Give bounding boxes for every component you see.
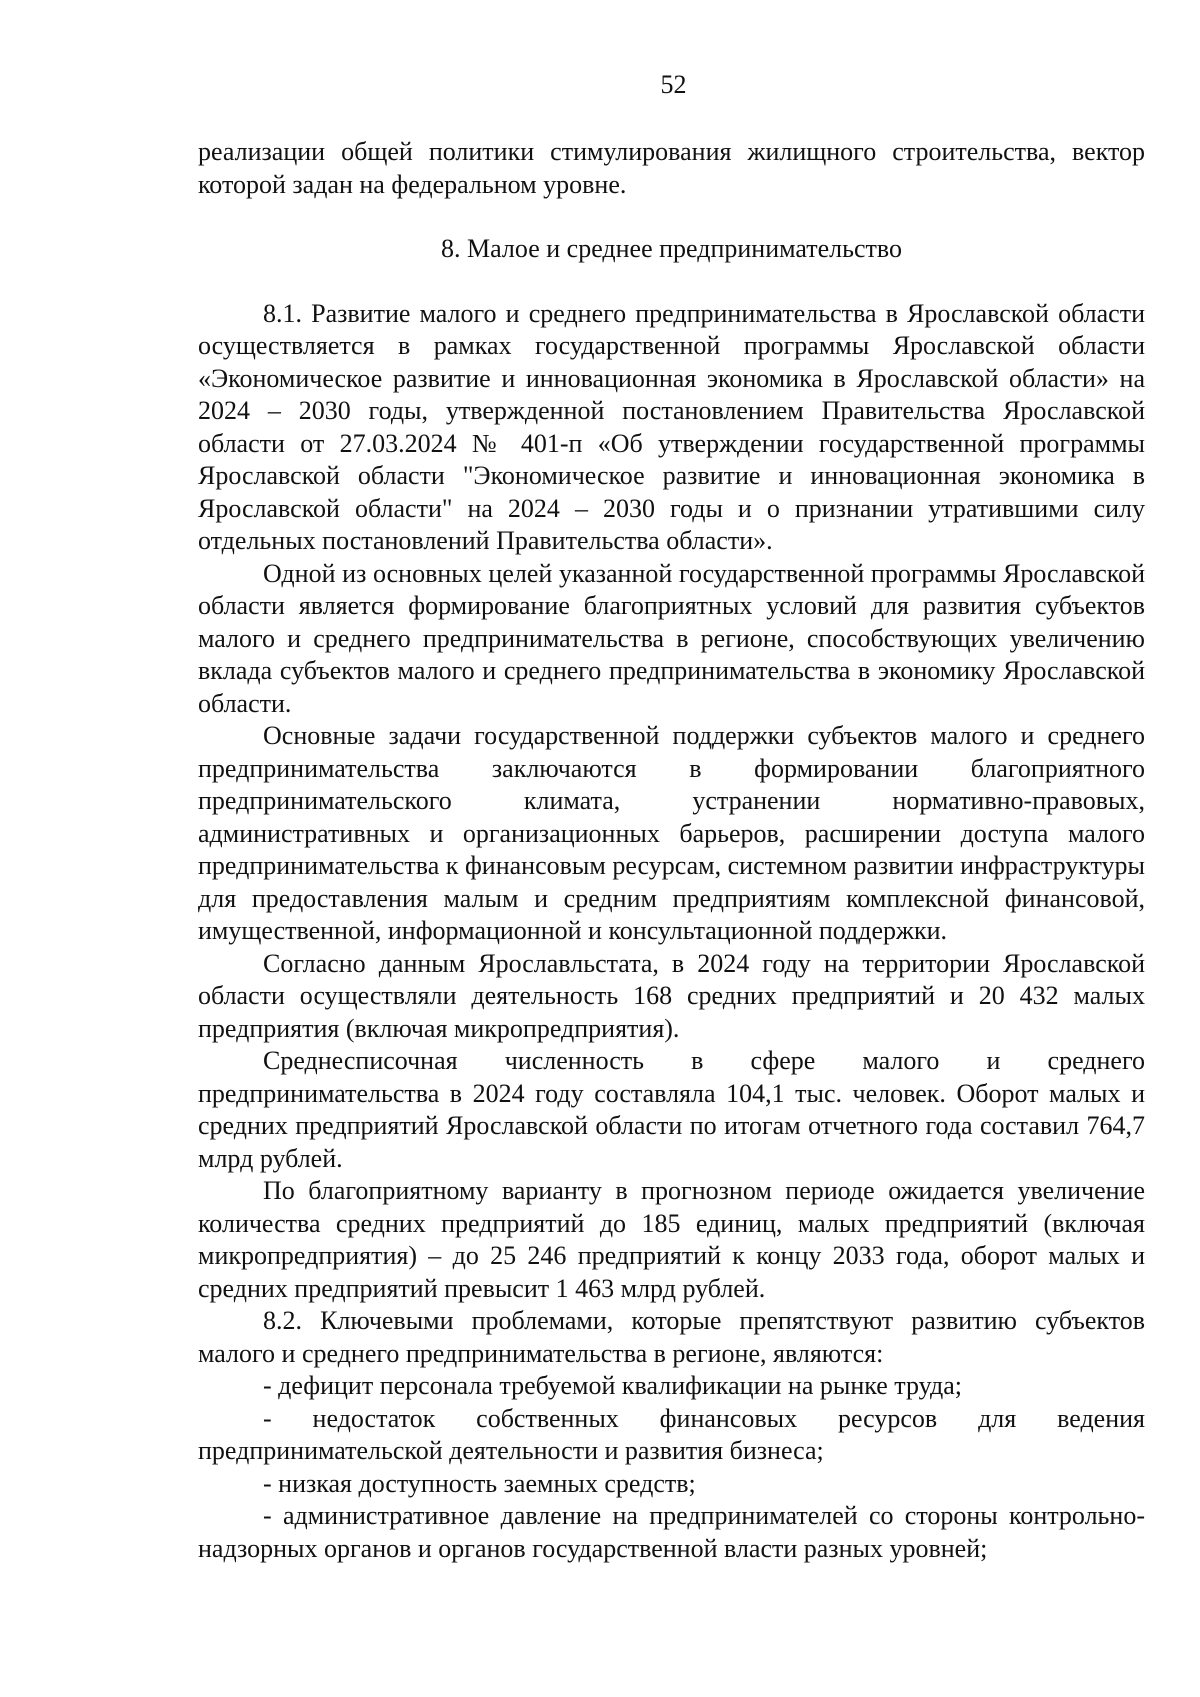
paragraph-8-1: 8.1. Развитие малого и среднего предпринимательства в Ярославской области осуществляется в рамках государственной программы Ярославской области «Экономическое развитие и инновационная экономика в Ярославской области» на 2024 – 2030 годы, утвержденной постановлением Правительства Ярославской области от 27.03.2024 № 401-п «Об утверждении государственной программы Ярославской области "Экономическое развитие и инновационная экономика в Ярославской области" на 2024 – 2030 годы и о признании утратившими силу отдельных постановлений Правительства области».: [198, 298, 1145, 555]
paragraph-forecast: По благоприятному варианту в прогнозном периоде ожидается увеличение количества средних предприятий до 185 единиц, малых предприятий (включая микропредприятия) – до 25 246 предприятий к концу 2033 года, оборот малых и средних предприятий превысит 1 463 млрд рублей.: [198, 1176, 1145, 1303]
intro-continuation: реализации общей политики стимулирования жилищного строительства, вектор которой задан на федеральном уровне.: [198, 137, 1145, 199]
problem-list-item: - дефицит персонала требуемой квалификации на рынке труда;: [263, 1371, 962, 1400]
paragraph-employment-turnover: Среднесписочная численность в сфере малого и среднего предпринимательства в 2024 году составляла 104,1 тыс. человек. Оборот малых и средних предприятий Ярославской области по итогам отчетного года составил 764,7 млрд рублей.: [198, 1046, 1145, 1173]
paragraph-statistics: Согласно данным Ярославльстата, в 2024 году на территории Ярославской области осуществляли деятельность 168 средних предприятий и 20 432 малых предприятия (включая микропредприятия).: [198, 948, 1145, 1043]
problem-list-item: - административное давление на предпринимателей со стороны контрольно-надзорных органов и органов государственной власти разных уровней;: [198, 1501, 1145, 1563]
section-heading: 8. Малое и среднее предпринимательство: [441, 234, 902, 263]
page-number: 52: [660, 70, 687, 99]
paragraph-tasks: Основные задачи государственной поддержки субъектов малого и среднего предпринимательства заключаются в формировании благоприятного предпринимательского климата, устранении нормативно-правовых, административных и организационных барьеров, расширении доступа малого предпринимательства к финансовым ресурсам, системном развитии инфраструктуры для предоставления малым и средним предприятиям комплексной финансовой, имущественной, информационной и консультационной поддержки.: [198, 721, 1145, 945]
problem-list-item: - недостаток собственных финансовых ресурсов для ведения предпринимательской деятельности и развития бизнеса;: [198, 1403, 1145, 1465]
document-body: [198, 136, 1145, 1565]
problem-list-item: - низкая доступность заемных средств;: [263, 1468, 696, 1498]
paragraph-8-2: 8.2. Ключевыми проблемами, которые препятствуют развитию субъектов малого и среднего предпринимательства в регионе, являются:: [198, 1306, 1145, 1368]
paragraph-goals: Одной из основных целей указанной государственной программы Ярославской области является формирование благоприятных условий для развития субъектов малого и среднего предпринимательства в регионе, способствующих увеличению вклада субъектов малого и среднего предпринимательства в экономику Ярославской области.: [198, 558, 1145, 718]
